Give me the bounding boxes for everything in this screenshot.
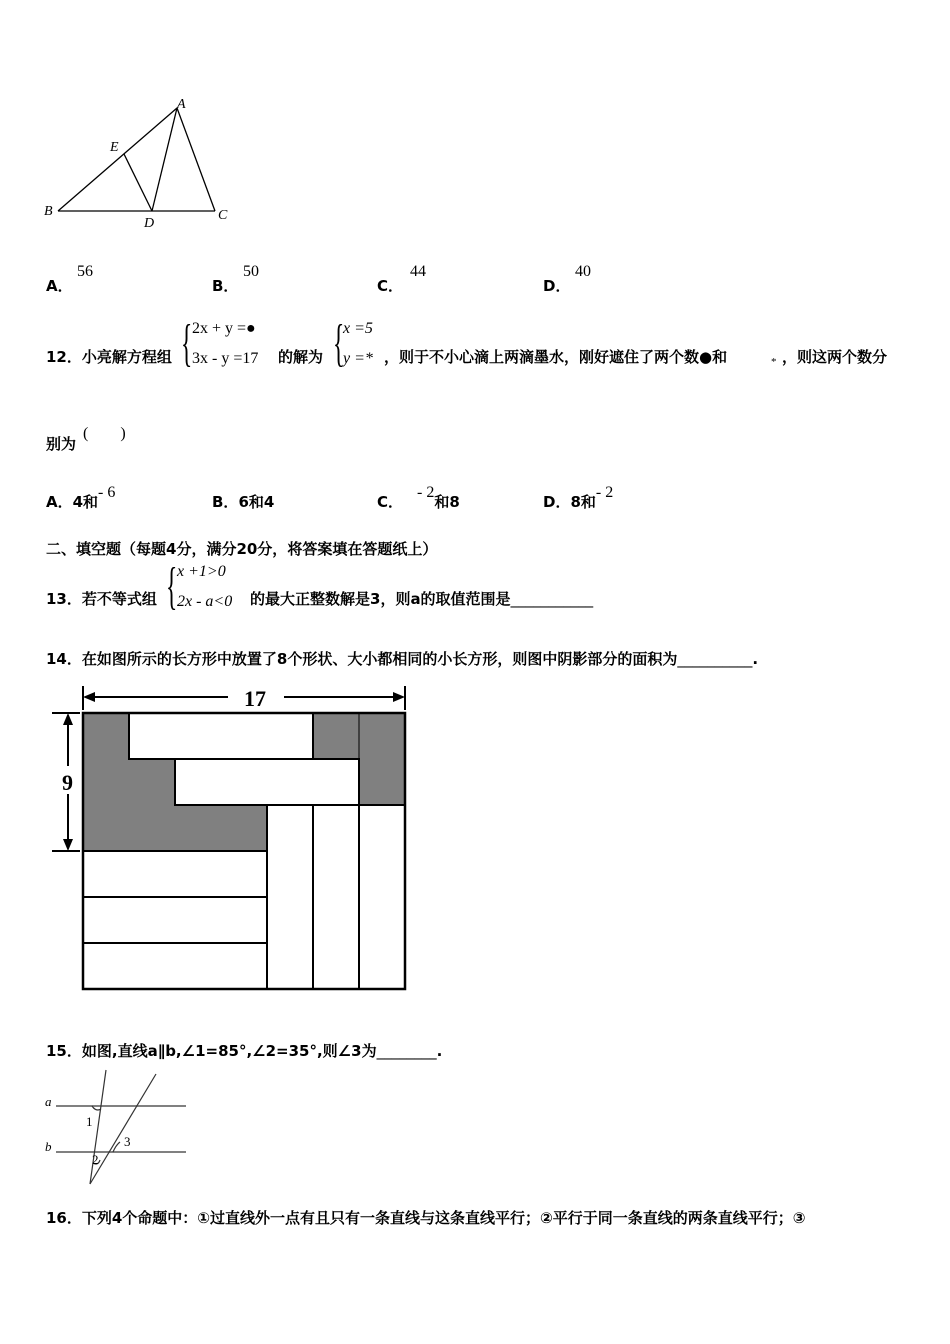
option-sup: - 2 [595,484,614,501]
q12-sol1: x =5 [343,320,373,337]
q12-eq1: 2x + y =● [192,320,256,337]
q14-question: 14．在如图所示的长方形中放置了8个形状、大小都相同的小长方形，则图中阴影部分的面积为 [46,650,678,668]
q12-brace-2: { [333,315,345,372]
option-letter: B． [212,493,239,511]
label-angle-1: 1 [86,1114,93,1129]
q15-blank[interactable]: ________ [376,1042,437,1060]
label-c: C [218,208,228,223]
label-a: A [177,97,186,112]
q11-option-b-value: 50 [243,263,259,280]
q12-eq2: 3x - y =17 [192,350,259,367]
triangle-figure [40,95,240,230]
small-rect-2 [175,759,359,805]
q12-mid: 的解为 [278,348,324,366]
height-label: 9 [62,770,73,795]
q13-brace: { [166,558,178,615]
q13-suffix-text: 的最大正整数解是3，则a的取值范围是 [250,590,511,608]
option-letter: C． [377,277,404,295]
option-text: 6和4 [238,493,275,511]
rectangle-figure [48,682,418,994]
q11-option-d[interactable] [543,275,570,296]
label-angle-3: 3 [124,1134,131,1149]
small-rect-4 [313,805,359,989]
q14-blank[interactable]: __________ [677,650,753,668]
q12-option-c[interactable] [377,484,460,512]
q12-suffix: ，则于不小心滴上两滴墨水，刚好遮住了两个数●和 [384,348,728,366]
q13-ineq1: x +1>0 [177,563,226,580]
q12-sol2: y =* [343,350,373,367]
q12-brace-1: { [181,315,193,372]
option-sup: - 6 [98,484,116,501]
q12-prefix: 12．小亮解方程组 [46,348,172,366]
q11-option-c[interactable] [377,275,403,296]
q12-line2: 别为 [46,435,77,453]
q11-option-a-value: 56 [77,263,93,280]
small-rect-5 [359,805,405,989]
q12-option-d[interactable] [543,484,614,512]
small-rect-8 [83,943,267,989]
small-rect-6 [83,851,267,897]
q12-star: * [771,356,777,368]
q15-text [46,1040,442,1061]
q11-option-c-value: 44 [410,263,426,280]
section-2-heading: 二、填空题（每题4分，满分20分，将答案填在答题纸上） [46,540,438,558]
q14-text [46,648,758,669]
small-rect-7 [83,897,267,943]
width-label: 17 [244,686,266,711]
q13-prefix: 13．若不等式组 [46,590,157,608]
option-letter: D． [543,493,571,511]
q13-blank[interactable]: ___________ [510,590,594,608]
q16-text: 16．下列4个命题中：①过直线外一点有且只有一条直线与这条直线平行；②平行于同一条直线的两条直线平行；③ [46,1209,806,1227]
small-rect-3 [267,805,313,989]
label-d: D [144,216,155,230]
label-b: B [44,204,53,219]
option-sup: - 2 [417,484,435,501]
q15-question: 15．如图,直线a∥b,∠1=85°,∠2=35°,则∠3为 [46,1042,377,1060]
label-line-a: a [45,1094,52,1109]
q12-option-b[interactable] [212,491,274,512]
option-letter: A． [46,493,73,511]
option-letter: B． [212,277,239,295]
q15-end: . [436,1042,443,1060]
option-letter: D． [543,277,571,295]
q11-option-a[interactable] [46,275,73,296]
parallel-lines-figure [40,1066,200,1190]
small-rect-1 [129,713,313,759]
q11-option-d-value: 40 [575,263,591,280]
label-angle-2: 2 [92,1152,99,1167]
option-text: 8和 [570,493,596,511]
option-letter: A． [46,277,73,295]
q13-suffix [250,588,593,609]
q12-paren: ( ) [83,425,126,442]
label-line-b: b [45,1139,52,1154]
q14-end: . [752,650,759,668]
q13-ineq2: 2x - a<0 [177,593,233,610]
q12-option-a[interactable] [46,484,116,512]
q11-option-b[interactable] [212,275,238,296]
option-text: 4和 [72,493,99,511]
option-text: 和8 [434,493,460,511]
label-e: E [110,140,119,155]
q12-suffix2: ，则这两个数分 [782,348,888,366]
option-letter: C． [377,493,404,511]
